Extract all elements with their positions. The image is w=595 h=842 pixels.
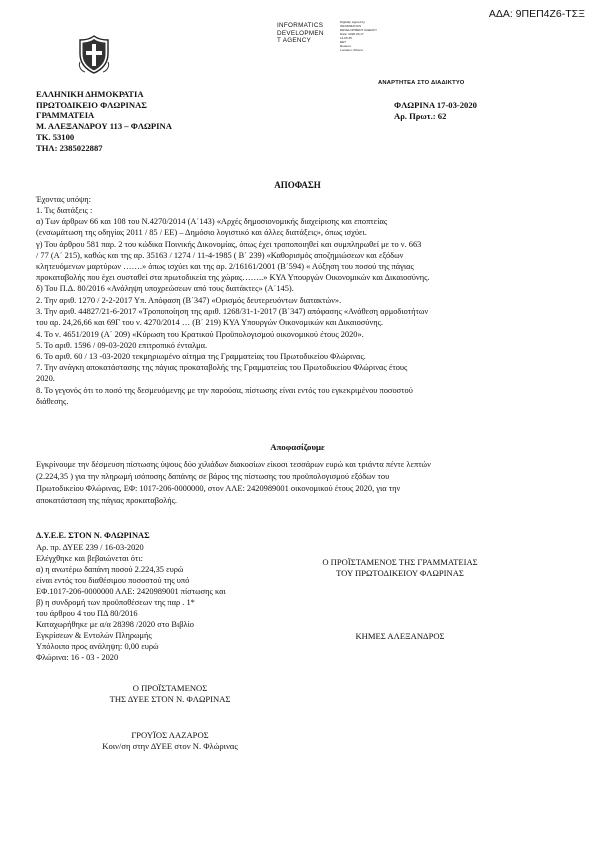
signature-title: Ο ΠΡΟΪΣΤΑΜΕΝΟΣ ΤΗΣ ΓΡΑΜΜΑΤΕΙΑΣ [322, 557, 478, 567]
signer-name: ΓΡΟΥΪΟΣ ΛΑΖΑΡΟΣ [131, 730, 209, 740]
issuer-line: ΤΚ. 53100 [36, 131, 75, 142]
logo-line: DEVELOPMEN [277, 29, 324, 37]
issuer-block [36, 89, 172, 153]
dyee-line: Υπόλοιπο προς ανάληψη: 0,00 ευρώ [36, 642, 159, 651]
posting-notice: ΑΝΑΡΤΗΤΕΑ ΣΤΟ ΔΙΑΔΙΚΤΥΟ [378, 80, 465, 86]
issuer-line: ΠΡΩΤΟΔΙΚΕΙΟ ΦΛΩΡΙΝΑΣ [36, 99, 147, 110]
body-line: α) Των άρθρων 66 και 108 του Ν.4270/2014 (Α΄143) «Αρχές δημοσιονομικής διαχείρισης και εποπτείας [36, 217, 388, 226]
dyee-heading: Δ.Υ.Ε.Ε. ΣΤΟΝ Ν. ΦΛΩΡΙΝΑΣ [36, 531, 150, 540]
dyee-line: του άρθρου 4 του ΠΔ 80/2016 [36, 609, 138, 618]
signature-line: Digitally signed by [340, 20, 365, 24]
secretariat-head-name: ΚΗΜΕΣ ΑΛΕΞΑΝΔΡΟΣ [355, 631, 445, 641]
logo-line: T AGENCY [277, 37, 312, 45]
signature-title: Ο ΠΡΟΪΣΤΑΜΕΝΟΣ [132, 683, 208, 693]
body-line: 2020. [36, 374, 55, 383]
greek-emblem-icon [77, 34, 111, 74]
issuer-line: Μ. ΑΛΕΞΑΝΔΡΟΥ 113 – ΦΛΩΡΙΝΑ [36, 121, 172, 132]
document-title: ΑΠΟΦΑΣΗ [274, 180, 321, 190]
dyee-line: Καταχωρήθηκε με α/α 28398 /2020 στο Βιβλίο [36, 620, 194, 629]
body-line: / 77 (Α΄ 215), καθώς και της αρ. 35163 / 1274 / 11-4-1985 ( Β΄ 239) «Καθορισμός αποζημιώσεων και εξόδων [36, 251, 404, 260]
issuer-line: ΓΡΑΜΜΑΤΕΙΑ [36, 110, 95, 121]
body-line: του αρ. 24,26,66 και 69Γ του ν. 4270/2014 … (Β΄ 219) ΚΥΑ Υπουργών Οικονομικών και Δικαιοσύνης. [36, 318, 384, 327]
decision-line: Εγκρίνουμε την δέσμευση πίστωσης ύψους δύο χιλιάδων διακοσίων είκοσι τεσσάρων ευρώ και τριάντα πέντε λεπτών [36, 460, 431, 469]
dyee-head-signature [80, 683, 260, 704]
issuer-line: ΤΗΛ: 2385022887 [36, 142, 103, 153]
decision-line: (2.224,35 ) για την πληρωμή ισόποσης δαπάνης σε βάρος της πίστωσης του προϋπολογισμού εξόδων του [36, 472, 390, 481]
signature-line: Date: 2020.03.17 [340, 32, 364, 36]
signature-title: ΤΟΥ ΠΡΩΤΟΔΙΚΕΙΟΥ ΦΛΩΡΙΝΑΣ [336, 567, 464, 578]
dyee-line: β) η συνδρομή των προϋποθέσεων της παρ . 1* [36, 598, 195, 607]
body-line: δ) Του Π.Δ. 80/2016 «Ανάληψη υποχρεώσεων από τους διατάκτες» (Α΄145). [36, 284, 294, 293]
logo-line: INFORMATICS [277, 22, 324, 29]
dyee-head-name [80, 730, 260, 752]
body-line: 8. Το γεγονός ότι το ποσό της δεσμευόμενης με την παρούσα, πίστωσης είναι εντός του εγκεκριμένου ποσοστού [36, 386, 413, 395]
body-line: κλητευόμενων μαρτύρων …….» όπως ισχύει και της αρ. 2/16161/2001 (Β΄594) « Αύξηση του ποσού της πάγιας [36, 262, 414, 271]
signer-note: Κοιν/ση στην ΔΥΕΕ στον Ν. Φλώρινας [102, 741, 238, 751]
body-line: 1. Τις διατάξεις : [36, 206, 93, 215]
body-line: 2. Την αριθ. 1270 / 2-2-2017 Υπ. Απόφαση (Β΄347) «Ορισμός δευτερευόντων διατακτών». [36, 296, 342, 305]
signature-line: Location: Athens [340, 48, 363, 52]
body-line: 3. Την αριθ. 44827/21-6-2017 «Τροποποίηση της αριθ. 1268/31-1-2017 (Β΄347) απόφασης «Ανάθεση αρμοδιοτήτων [36, 307, 429, 316]
dyee-line: είναι εντός του διαθέσιμου ποσοστού της υπό [36, 576, 190, 585]
dyee-line: Ελέγχθηκε και βεβαιώνεται ότι: [36, 554, 143, 563]
dyee-line: Αρ. πρ. ΔΥΕΕ 239 / 16-03-2020 [36, 543, 144, 552]
body-line: 4. Το ν. 4651/2019 (Α΄ 209) «Κύρωση του Κρατικού Προϋπολογισμού οικονομικού έτους 2020». [36, 330, 364, 339]
body-line: 6. Το αριθ. 60 / 13 -03-2020 τεκμηριωμένο αίτημα της Γραμματείας του Πρωτοδικείου Φλώρινας. [36, 352, 366, 361]
protocol-number: Αρ. Πρωτ.: 62 [394, 110, 447, 121]
ada-number: ΑΔΑ: 9ΠΕΠ4Ζ6-ΤΣΞ [488, 8, 585, 20]
date-protocol-block [394, 100, 477, 121]
body-line: προκαταβολής που έχει συσταθεί στα πρωτοδικεία της χώρας……..» ΚΥΑ Υπουργών Οικονομικών και Δικαιοσύνης. [36, 273, 430, 282]
decision-line: αποκατάσταση της πάγιας προκαταβολής. [36, 496, 177, 505]
signer-logo [277, 22, 324, 45]
signature-line: 11:03:45 [340, 36, 352, 40]
body-line: Έχοντας υπόψη: [36, 195, 91, 204]
issuer-line: ΕΛΛΗΝΙΚΗ ΔΗΜΟΚΡΑΤΙΑ [36, 89, 144, 99]
body-line: (ενσωμάτωση της οδηγίας 2011 / 85 / ΕΕ) – Δημόσιο λογιστικό και άλλες διατάξεις», όπως ισχύει. [36, 228, 367, 237]
dyee-line: Φλώρινα: 16 - 03 - 2020 [36, 653, 119, 662]
dyee-line: ΕΦ.1017-206-0000000 ΑΛΕ: 2420989001 πίστωσης και [36, 587, 226, 596]
body-line: 7. Την ανάγκη αποκατάστασης της πάγιας προκαταβολής της Γραμματείας του Πρωτοδικείου Φλώρινας έτους [36, 363, 408, 372]
signature-line: DEVELOPMENT AGENCY [340, 28, 378, 32]
body-line: 5. Το αριθ. 1596 / 09-03-2020 επιτροπικό ένταλμα. [36, 341, 208, 350]
dyee-line: Εγκρίσεων & Εντολών Πληρωμής [36, 631, 152, 640]
document-date: ΦΛΩΡΙΝΑ 17-03-2020 [394, 100, 477, 110]
signature-title: ΤΗΣ ΔΥΕΕ ΣΤΟΝ Ν. ΦΛΩΡΙΝΑΣ [109, 693, 231, 704]
decision-line: Πρωτοδικείου Φλώρινας, ΕΦ: 1017-206-0000000, στον ΑΛΕ: 2420989001 οικονομικού έτους 2020, για την [36, 484, 401, 493]
digital-signature-info [340, 20, 377, 52]
dyee-line: α) η ανωτέρω δαπάνη ποσού 2.224,35 ευρώ [36, 565, 184, 574]
body-line: διάθεσης. [36, 397, 69, 406]
secretariat-head-signature [310, 557, 490, 578]
signature-line: INFORMATICS [340, 24, 362, 28]
body-line: γ) Του άρθρου 581 παρ. 2 του κώδικα Ποινικής Δικονομίας, όπως έχει τροποποιηθεί και συμπληρωθεί με το ν. 663 [36, 240, 422, 249]
signature-line: Reason: [340, 44, 352, 48]
signature-line: EET [340, 40, 347, 44]
decision-heading: Αποφασίζουμε [270, 442, 325, 452]
